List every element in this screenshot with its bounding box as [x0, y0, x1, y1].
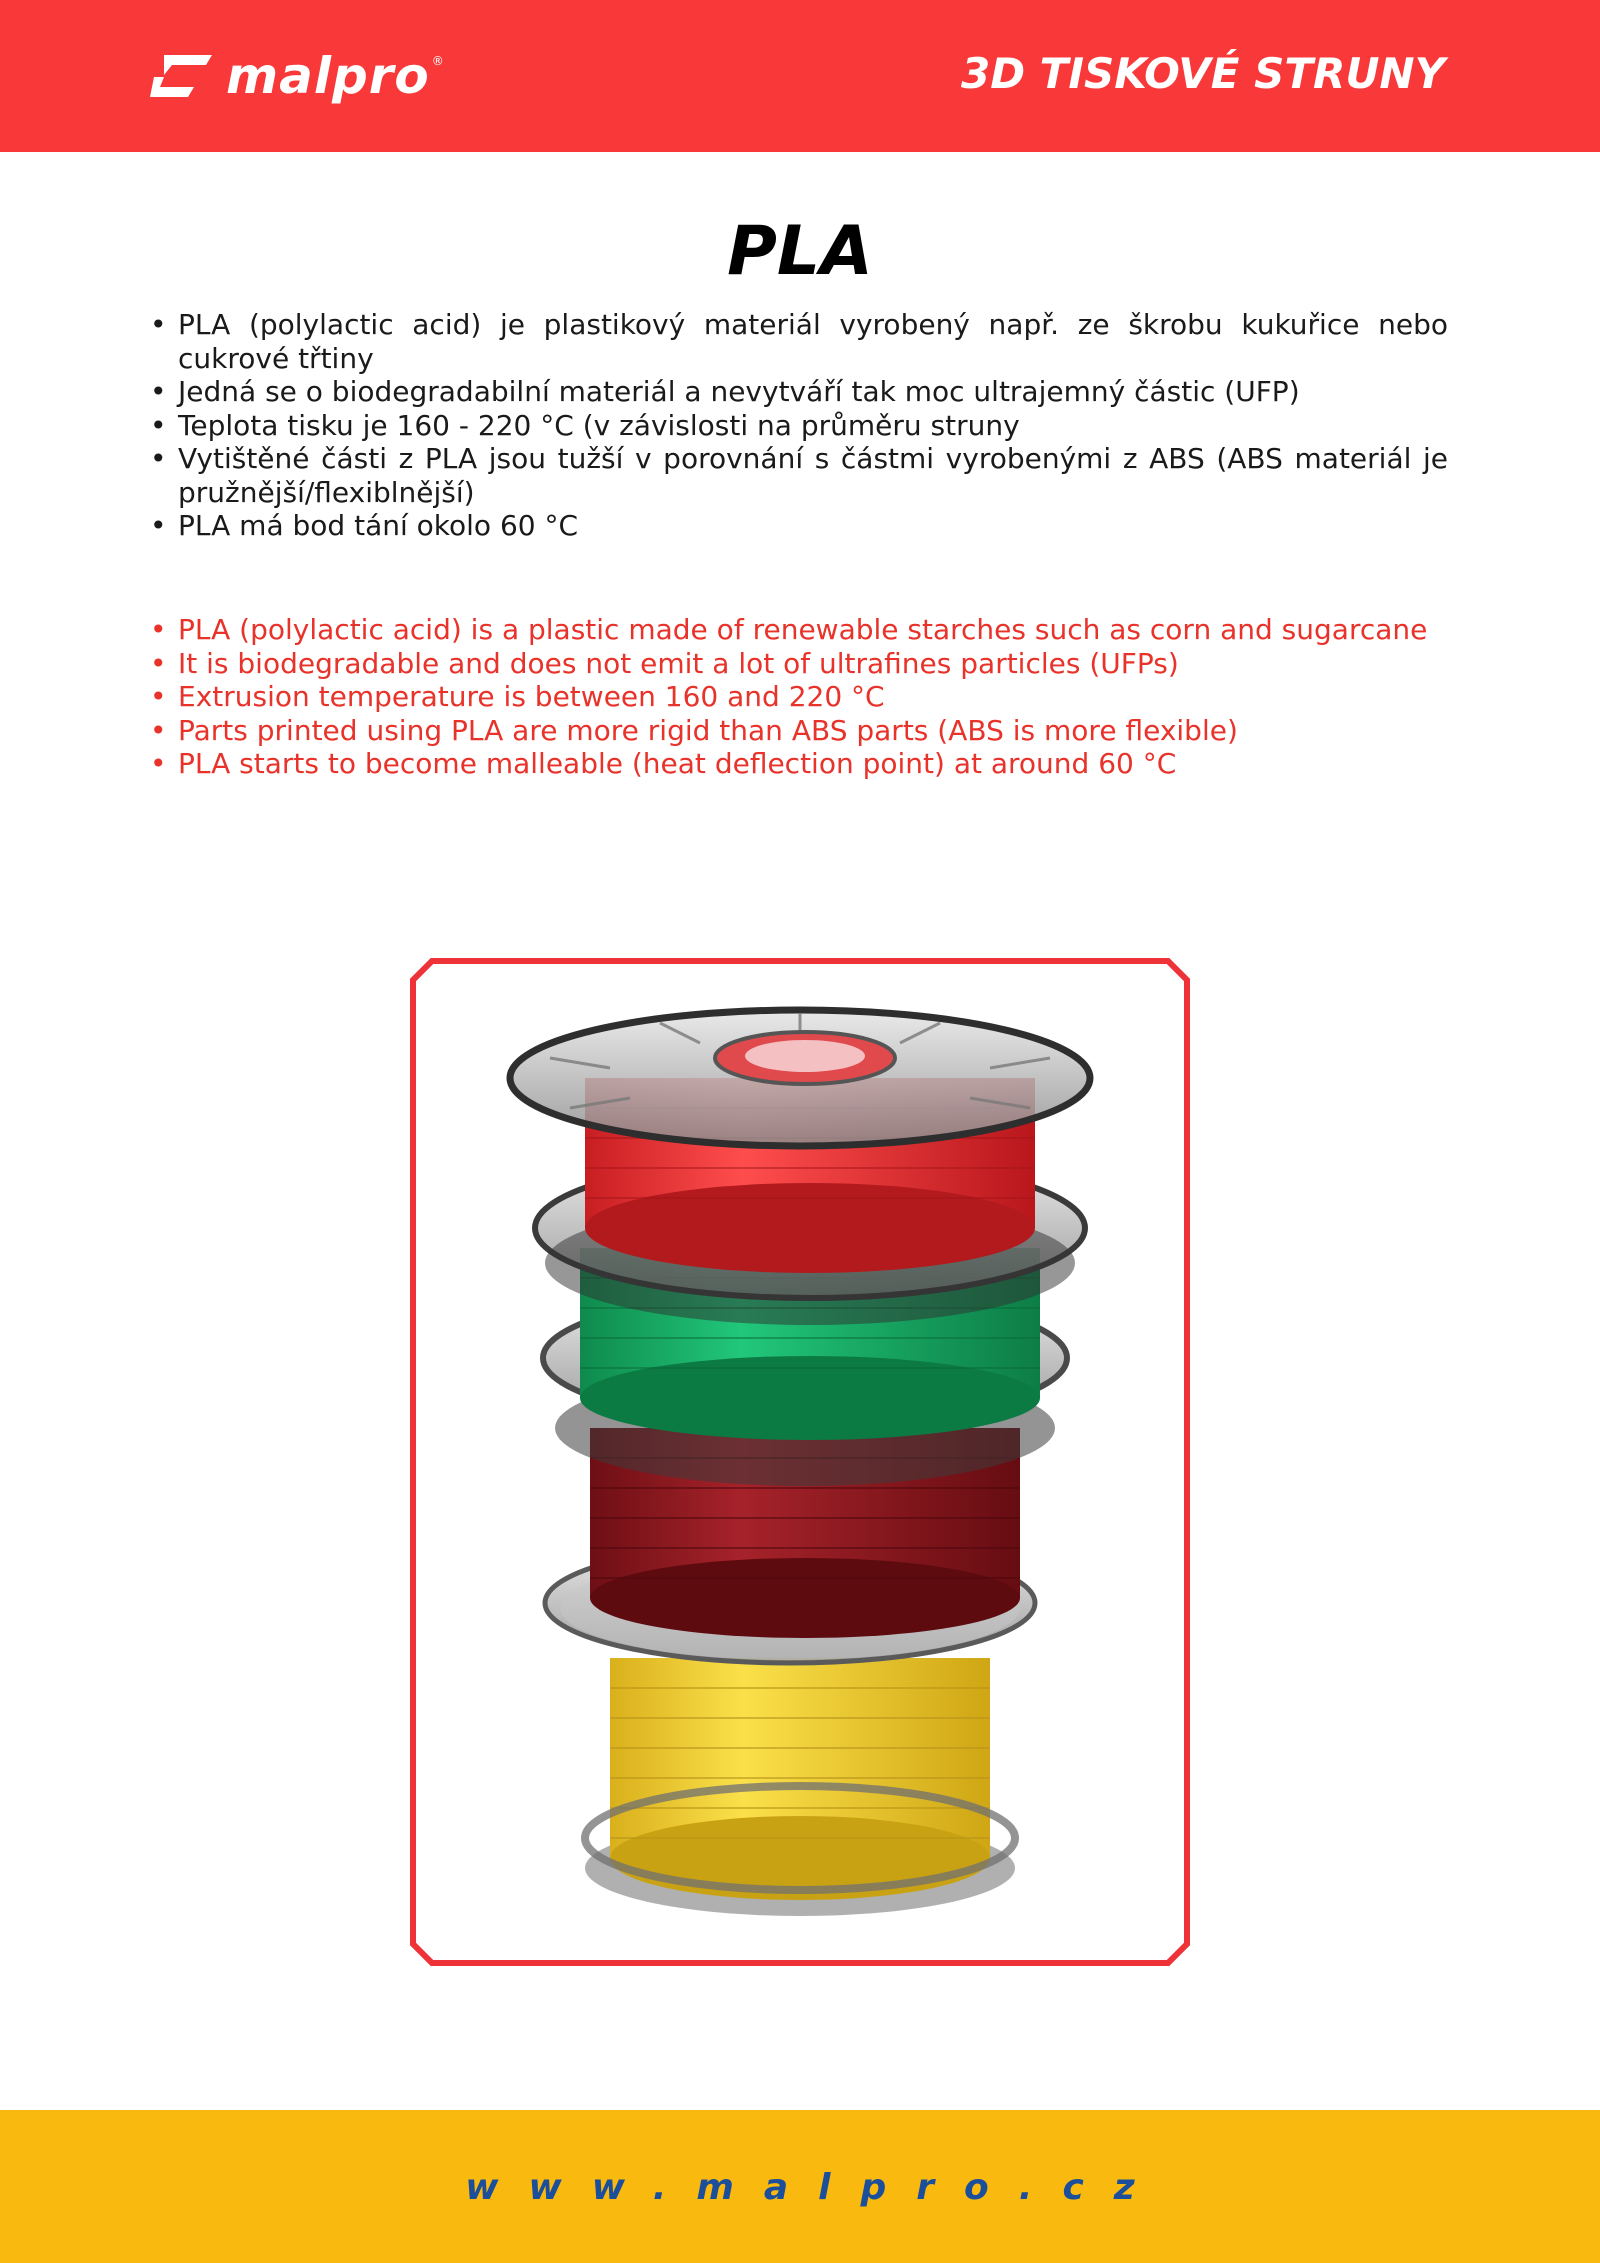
list-item: [150, 647, 1448, 681]
bullet: •: [150, 646, 167, 680]
registered-mark: ®: [431, 54, 444, 68]
malpro-logo: [150, 47, 444, 105]
page-footer: [0, 2110, 1600, 2263]
list-item-text: It is biodegradable and does not emit a lot of ultrafines particles (UFPs): [178, 646, 1179, 680]
bullet: •: [150, 509, 167, 542]
list-item-text: Vytištěné části z PLA jsou tužší v porovnání s částmi vyrobenými z ABS (ABS materiál je pružnější/flexiblnější): [178, 442, 1448, 509]
czech-feature-list: [150, 308, 1448, 543]
list-item: [150, 409, 1448, 443]
page-header: [0, 0, 1600, 152]
page-title: PLA: [727, 212, 873, 291]
list-item: [150, 375, 1448, 409]
list-item: [150, 747, 1448, 781]
list-item-text: Parts printed using PLA are more rigid than ABS parts (ABS is more flexible): [178, 713, 1238, 747]
list-item-text: Teplota tisku je 160 - 220 °C (v závislosti na průměru struny: [178, 408, 1020, 442]
bullet: •: [150, 308, 167, 341]
bullet: •: [150, 442, 167, 475]
list-item: [150, 442, 1448, 509]
filament-spools-illustration: [410, 958, 1190, 1966]
list-item: [150, 509, 1448, 543]
list-item: [150, 714, 1448, 748]
logo-wordmark: malpro: [226, 47, 430, 105]
header-title: 3D TISKOVÉ STRUNY: [960, 49, 1445, 98]
website-url[interactable]: www.malpro.cz: [465, 2167, 1165, 2208]
bullet: •: [150, 747, 167, 780]
list-item: [150, 680, 1448, 714]
list-item-text: Jedná se o biodegradabilní materiál a nevytváří tak moc ultrajemný částic (UFP): [178, 375, 1300, 408]
product-photo: [410, 958, 1190, 1966]
malpro-logo-mark-icon: [150, 51, 216, 101]
list-item-text: PLA (polylactic acid) is a plastic made of renewable starches such as corn and sugarcane: [178, 613, 1428, 646]
list-item: [150, 308, 1448, 375]
list-item: [150, 613, 1448, 647]
list-item-text: PLA (polylactic acid) je plastikový materiál vyrobený např. ze škrobu kukuřice nebo cukrové třtiny: [178, 308, 1448, 375]
bullet: •: [150, 375, 167, 408]
list-item-text: Extrusion temperature is between 160 and 220 °C: [178, 680, 885, 713]
bullet: •: [150, 408, 167, 442]
list-item-text: PLA starts to become malleable (heat deflection point) at around 60 °C: [178, 747, 1177, 780]
bullet: •: [150, 713, 167, 747]
english-feature-list: [150, 613, 1448, 781]
list-item-text: PLA má bod tání okolo 60 °C: [178, 509, 579, 542]
bullet: •: [150, 680, 167, 713]
bullet: •: [150, 613, 167, 646]
